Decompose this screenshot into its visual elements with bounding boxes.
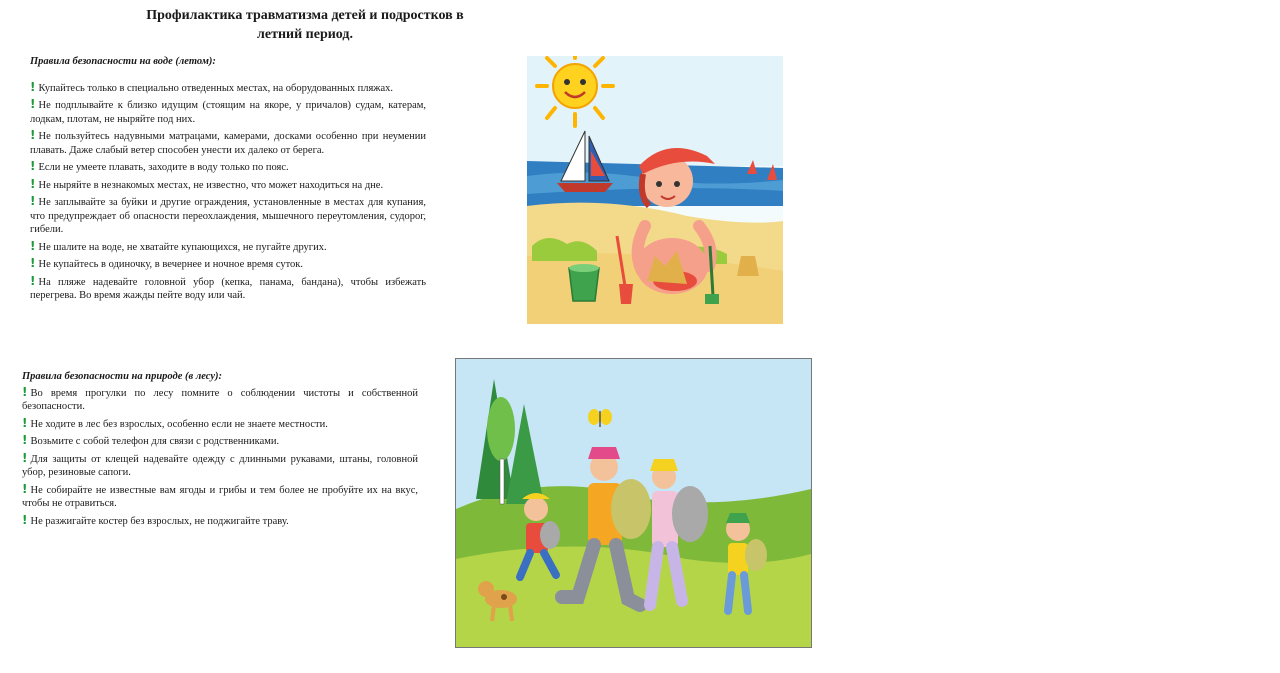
exclamation-icon: !	[30, 79, 36, 94]
exclamation-icon: !	[30, 176, 36, 191]
forest-safety-section	[22, 370, 418, 531]
exclamation-icon: !	[30, 273, 36, 288]
title-line-1: Профилактика травматизма детей и подростков в	[146, 8, 464, 23]
exclamation-icon: !	[22, 512, 28, 527]
butterfly-icon	[588, 409, 612, 427]
exclamation-icon: !	[22, 450, 28, 465]
forest-rule	[22, 417, 418, 432]
rule-text: Купайтесь только в специально отведенных местах, на оборудованных пляжах.	[38, 82, 394, 94]
exclamation-icon: !	[22, 384, 28, 399]
water-safety-heading: Правила безопасности на воде (летом):	[30, 56, 216, 67]
forest-safety-heading: Правила безопасности на природе (в лесу):	[22, 371, 223, 382]
water-rule	[30, 81, 426, 96]
forest-rule	[22, 483, 418, 511]
rule-text: Не разжигайте костер без взрослых, не поджигайте траву.	[30, 515, 289, 527]
water-rule	[30, 160, 426, 175]
water-rule	[30, 178, 426, 193]
rule-text: Возьмите с собой телефон для связи с родственниками.	[30, 436, 280, 447]
water-rule	[30, 129, 426, 157]
rule-text: На пляже надевайте головной убор (кепка, панама, бандана), чтобы избежать перегрева. Во время жажды пейте воду или чай.	[30, 276, 426, 301]
rule-text: Если не умеете плавать, заходите в воду только по пояс.	[38, 162, 289, 173]
water-rule	[30, 98, 426, 126]
exclamation-icon: !	[30, 256, 36, 270]
exclamation-icon: !	[30, 238, 36, 253]
exclamation-icon: !	[22, 415, 28, 430]
page-title	[110, 6, 500, 44]
exclamation-icon: !	[30, 128, 36, 142]
rule-text: Не подплывайте к близко идущим (стоящим на якоре, у причалов) судам, катерам, лодкам, плотам, не ныряйте под них.	[30, 100, 426, 125]
beach-illustration	[527, 56, 783, 324]
water-safety-section	[30, 55, 426, 306]
bucket-icon	[569, 264, 599, 301]
water-rule	[30, 240, 426, 255]
rule-text: Не собирайте не известные вам ягоды и грибы и тем более не пробуйте их на вкус, чтобы не отравиться.	[22, 484, 418, 509]
water-rule	[30, 257, 426, 272]
water-rule	[30, 275, 426, 303]
forest-rule	[22, 514, 418, 529]
forest-rule	[22, 386, 418, 414]
forest-rule	[22, 452, 418, 480]
rule-text: Не заплывайте за буйки и другие ограждения, установленные в местах для купания, что предупреждает об опасности переохлаждения, мышечного переутомления, судорог, гибели.	[30, 197, 426, 235]
rule-text: Не купайтесь в одиночку, в вечернее и ночное время суток.	[38, 259, 304, 270]
exclamation-icon: !	[30, 194, 36, 208]
exclamation-icon: !	[22, 433, 28, 447]
rule-text: Не пользуйтесь надувными матрацами, камерами, досками особенно при неумении плавать. Даже слабый ветер способен унести их далеко от берега.	[30, 131, 426, 156]
title-line-2: летний период.	[257, 27, 353, 42]
rule-text: Для защиты от клещей надевайте одежду с длинными рукавами, штаны, головной убор, резиновые сапоги.	[22, 453, 418, 478]
rule-text: Не шалите на воде, не хватайте купающихся, не пугайте других.	[38, 241, 327, 253]
rule-text: Не ныряйте в незнакомых местах, не известно, что может находиться на дне.	[38, 179, 384, 191]
water-rule	[30, 195, 426, 237]
rule-text: Не ходите в лес без взрослых, особенно если не знаете местности.	[30, 418, 328, 430]
rule-text: Во время прогулки по лесу помните о соблюдении чистоты и собственной безопасности.	[22, 387, 418, 412]
exclamation-icon: !	[30, 159, 36, 173]
forest-hike-illustration	[455, 358, 812, 648]
exclamation-icon: !	[22, 481, 28, 496]
forest-rule	[22, 434, 418, 449]
exclamation-icon: !	[30, 97, 36, 111]
